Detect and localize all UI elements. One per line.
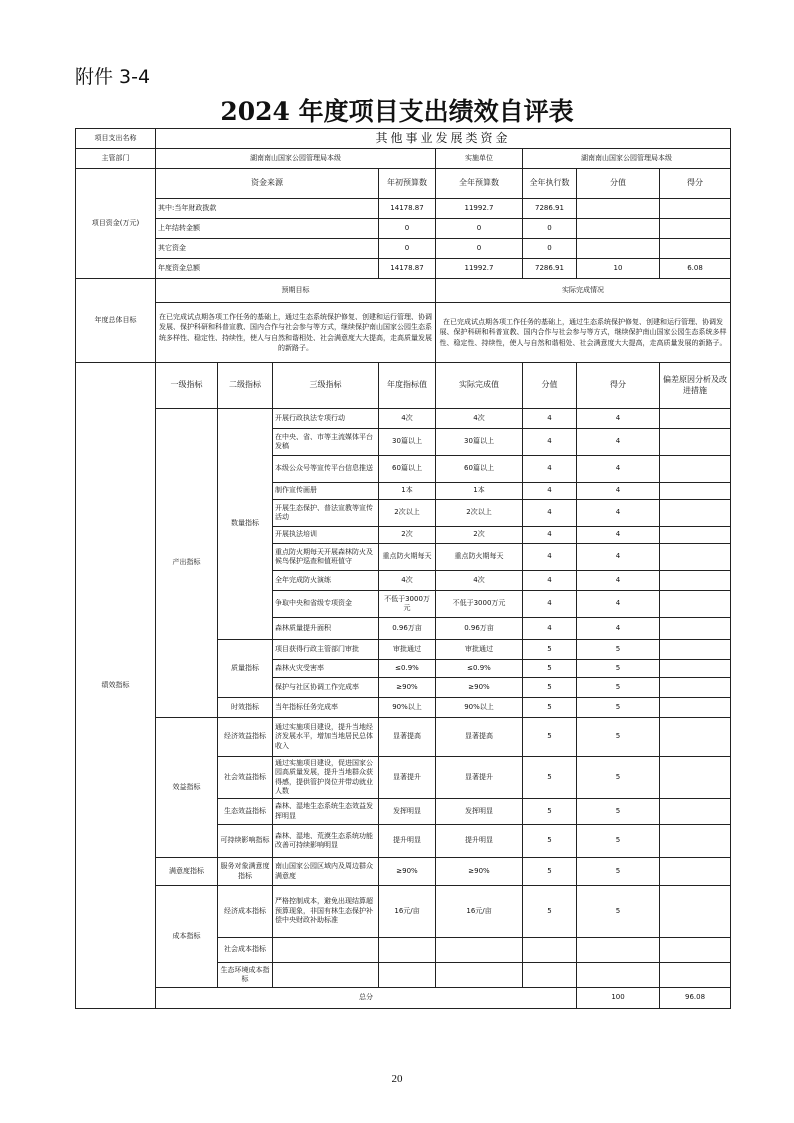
indicator-actual: ≥90% <box>436 678 523 698</box>
funds-executed: 0 <box>523 239 577 259</box>
funds-score <box>660 239 731 259</box>
funds-row <box>76 219 731 239</box>
funds-initial: 14178.87 <box>379 199 436 219</box>
header-remark: 偏差原因分析及改进措施 <box>660 363 731 409</box>
funds-executed: 0 <box>523 219 577 239</box>
annual-goal-header-row <box>76 279 731 303</box>
header-level1: 一级指标 <box>156 363 218 409</box>
indicator-target: 16元/亩 <box>379 886 436 938</box>
actual-completion-label: 实际完成情况 <box>436 279 731 303</box>
level2-eco-cost: 生态环境成本指标 <box>218 963 273 988</box>
indicator-actual: 显著提升 <box>436 757 523 799</box>
indicator-name: 当年指标任务完成率 <box>273 698 379 718</box>
impl-value: 湖南南山国家公园管理局本级 <box>523 149 731 169</box>
performance-evaluation-table <box>75 128 731 1009</box>
indicator-weight: 5 <box>523 886 577 938</box>
indicator-name: 在中央、省、市等主流媒体平台发稿 <box>273 429 379 456</box>
indicator-name: 制作宣传画册 <box>273 483 379 500</box>
indicator-score <box>577 963 660 988</box>
indicator-remark <box>660 757 731 799</box>
indicator-target <box>379 963 436 988</box>
expected-goal-text: 在已完成试点期各项工作任务的基础上，通过生态系统保护修复、创建和运行管理、协调发展、保护科研和科普宣教、国内合作与社会参与等方式，继续保护南山国家公园生态系统多样性、稳定性、持续性，使人与自然和谐相处、社会满意度大大提高，走高质量发展的新路子。 <box>156 303 436 363</box>
funds-section-label: 项目资金(万元) <box>76 169 156 279</box>
project-name-value: 其他事业发展类资金 <box>156 129 731 149</box>
indicator-score: 4 <box>577 527 660 544</box>
header-level2: 二级指标 <box>218 363 273 409</box>
funds-executed: 7286.91 <box>523 199 577 219</box>
funds-source: 其它资金 <box>156 239 379 259</box>
funds-weight <box>577 199 660 219</box>
indicator-actual: 显著提高 <box>436 718 523 757</box>
level1-cost: 成本指标 <box>156 886 218 988</box>
indicator-target: ≤0.9% <box>379 660 436 678</box>
annual-goal-content-row <box>76 303 731 363</box>
indicator-actual: 90%以上 <box>436 698 523 718</box>
indicator-name <box>273 938 379 963</box>
funds-row <box>76 199 731 219</box>
indicator-remark <box>660 660 731 678</box>
level2-social-cost: 社会成本指标 <box>218 938 273 963</box>
indicator-score: 5 <box>577 640 660 660</box>
indicator-actual: 提升明显 <box>436 825 523 858</box>
funds-initial: 14178.87 <box>379 259 436 279</box>
indicator-weight: 5 <box>523 640 577 660</box>
funds-header-source: 资金来源 <box>156 169 379 199</box>
indicator-actual: 4次 <box>436 409 523 429</box>
project-name-row <box>76 129 731 149</box>
indicator-weight: 4 <box>523 456 577 483</box>
level1-satisfaction: 满意度指标 <box>156 858 218 886</box>
indicator-remark <box>660 938 731 963</box>
indicator-actual: 发挥明显 <box>436 799 523 825</box>
indicator-name: 开展生态保护、普法宣教等宣传活动 <box>273 500 379 527</box>
indicator-remark <box>660 409 731 429</box>
indicator-weight: 4 <box>523 591 577 618</box>
indicator-remark <box>660 591 731 618</box>
indicator-target: 0.96万亩 <box>379 618 436 640</box>
indicator-remark <box>660 456 731 483</box>
indicator-score <box>577 938 660 963</box>
indicator-weight: 4 <box>523 483 577 500</box>
indicator-target: 60篇以上 <box>379 456 436 483</box>
indicator-remark <box>660 858 731 886</box>
indicator-remark <box>660 825 731 858</box>
indicator-actual: 16元/亩 <box>436 886 523 938</box>
indicator-score: 5 <box>577 718 660 757</box>
indicator-score: 5 <box>577 698 660 718</box>
indicator-weight <box>523 938 577 963</box>
level1-output: 产出指标 <box>156 409 218 718</box>
funds-annual: 11992.7 <box>436 259 523 279</box>
indicator-actual: 2次以上 <box>436 500 523 527</box>
dept-label: 主管部门 <box>76 149 156 169</box>
indicator-actual: 4次 <box>436 571 523 591</box>
actual-completion-text: 在已完成试点期各项工作任务的基础上，通过生态系统保护修复、创建和运行管理、协调发展、保护科研和科普宣教、国内合作与社会参与等方式，继续保护南山国家公园生态系统多样性、稳定性、持续性，使人与自然和谐相处、社会满意度大大提高，走高质量发展的新路子。 <box>436 303 731 363</box>
funds-weight <box>577 219 660 239</box>
funds-source: 其中:当年财政拨款 <box>156 199 379 219</box>
indicator-target: 30篇以上 <box>379 429 436 456</box>
indicator-row <box>76 858 731 886</box>
indicator-weight: 4 <box>523 500 577 527</box>
indicator-score: 4 <box>577 618 660 640</box>
indicator-target: 显著提升 <box>379 757 436 799</box>
level2-quality: 质量指标 <box>218 640 273 698</box>
performance-section-label: 绩效指标 <box>76 363 156 1009</box>
level2-ecological: 生态效益指标 <box>218 799 273 825</box>
funds-header-initial: 年初预算数 <box>379 169 436 199</box>
header-level3: 三级指标 <box>273 363 379 409</box>
indicator-row <box>76 718 731 757</box>
indicator-score: 5 <box>577 678 660 698</box>
header-weight: 分值 <box>523 363 577 409</box>
impl-label: 实施单位 <box>436 149 523 169</box>
indicator-remark <box>660 429 731 456</box>
indicator-name: 保护与社区协调工作完成率 <box>273 678 379 698</box>
indicator-target: 2次 <box>379 527 436 544</box>
indicator-remark <box>660 799 731 825</box>
funds-total-row <box>76 259 731 279</box>
indicator-remark <box>660 527 731 544</box>
indicator-score: 5 <box>577 886 660 938</box>
level2-economic-cost: 经济成本指标 <box>218 886 273 938</box>
indicator-score: 4 <box>577 571 660 591</box>
indicator-remark <box>660 483 731 500</box>
performance-header-row <box>76 363 731 409</box>
funds-annual: 11992.7 <box>436 199 523 219</box>
indicator-name: 森林质量提升面积 <box>273 618 379 640</box>
indicator-name: 通过实施项目建设，提升当地经济发展水平，增加当地居民总体收入 <box>273 718 379 757</box>
level2-social: 社会效益指标 <box>218 757 273 799</box>
indicator-score: 4 <box>577 500 660 527</box>
indicator-name: 开展行政执法专项行动 <box>273 409 379 429</box>
funds-score <box>660 199 731 219</box>
funds-header-annual: 全年预算数 <box>436 169 523 199</box>
indicator-target: 提升明显 <box>379 825 436 858</box>
funds-weight: 10 <box>577 259 660 279</box>
funds-executed: 7286.91 <box>523 259 577 279</box>
indicator-remark <box>660 571 731 591</box>
indicator-remark <box>660 718 731 757</box>
indicator-score: 5 <box>577 858 660 886</box>
indicator-weight: 4 <box>523 429 577 456</box>
level2-sustainable: 可持续影响指标 <box>218 825 273 858</box>
indicator-name: 重点防火期每天开展森林防火及候鸟保护巡查和值班值守 <box>273 544 379 571</box>
indicator-name: 项目获得行政主管部门审批 <box>273 640 379 660</box>
indicator-score: 5 <box>577 825 660 858</box>
indicator-name: 全年完成防火演练 <box>273 571 379 591</box>
indicator-score: 5 <box>577 799 660 825</box>
indicator-actual <box>436 938 523 963</box>
indicator-row <box>76 409 731 429</box>
funds-row <box>76 239 731 259</box>
indicator-actual: ≥90% <box>436 858 523 886</box>
funds-score <box>660 219 731 239</box>
level1-benefit: 效益指标 <box>156 718 218 858</box>
indicator-actual: 审批通过 <box>436 640 523 660</box>
project-name-label: 项目支出名称 <box>76 129 156 149</box>
indicator-remark <box>660 500 731 527</box>
indicator-weight: 4 <box>523 409 577 429</box>
indicator-weight: 5 <box>523 757 577 799</box>
level2-timeliness: 时效指标 <box>218 698 273 718</box>
indicator-weight: 4 <box>523 618 577 640</box>
indicator-target: 显著提高 <box>379 718 436 757</box>
dept-value: 湖南南山国家公园管理局本级 <box>156 149 436 169</box>
total-row <box>76 988 731 1009</box>
indicator-weight: 5 <box>523 799 577 825</box>
page-title: 2024 年度项目支出绩效自评表 <box>220 97 574 126</box>
indicator-actual: 30篇以上 <box>436 429 523 456</box>
indicator-actual: 0.96万亩 <box>436 618 523 640</box>
indicator-target: 不低于3000万元 <box>379 591 436 618</box>
indicator-target: 发挥明显 <box>379 799 436 825</box>
department-row <box>76 149 731 169</box>
indicator-actual: 不低于3000万元 <box>436 591 523 618</box>
indicator-score: 4 <box>577 409 660 429</box>
funds-weight <box>577 239 660 259</box>
funds-score: 6.08 <box>660 259 731 279</box>
indicator-weight: 4 <box>523 571 577 591</box>
indicator-target: 重点防火期每天 <box>379 544 436 571</box>
indicator-target: 4次 <box>379 409 436 429</box>
indicator-remark <box>660 678 731 698</box>
indicator-weight: 5 <box>523 858 577 886</box>
indicator-name: 争取中央和省级专项资金 <box>273 591 379 618</box>
indicator-name: 森林、湿地生态系统生态效益发挥明显 <box>273 799 379 825</box>
indicator-weight: 5 <box>523 660 577 678</box>
indicator-name: 南山国家公园区域内及周边群众满意度 <box>273 858 379 886</box>
indicator-target: ≥90% <box>379 858 436 886</box>
indicator-target: 1本 <box>379 483 436 500</box>
indicator-remark <box>660 886 731 938</box>
funds-annual: 0 <box>436 239 523 259</box>
expected-goal-label: 预期目标 <box>156 279 436 303</box>
indicator-weight: 5 <box>523 678 577 698</box>
indicator-target: 审批通过 <box>379 640 436 660</box>
level2-quantity: 数量指标 <box>218 409 273 640</box>
level2-service-satisfaction: 服务对象满意度指标 <box>218 858 273 886</box>
indicator-weight <box>523 963 577 988</box>
funds-annual: 0 <box>436 219 523 239</box>
indicator-actual: ≤0.9% <box>436 660 523 678</box>
funds-header-weight: 分值 <box>577 169 660 199</box>
indicator-remark <box>660 544 731 571</box>
indicator-name: 本级公众号等宣传平台信息推送 <box>273 456 379 483</box>
indicator-target <box>379 938 436 963</box>
indicator-actual: 重点防火期每天 <box>436 544 523 571</box>
annual-goal-label: 年度总体目标 <box>76 279 156 363</box>
indicator-score: 5 <box>577 757 660 799</box>
indicator-target: ≥90% <box>379 678 436 698</box>
indicator-score: 5 <box>577 660 660 678</box>
indicator-weight: 5 <box>523 718 577 757</box>
total-score: 96.08 <box>660 988 731 1009</box>
indicator-weight: 5 <box>523 825 577 858</box>
indicator-name <box>273 963 379 988</box>
indicator-score: 4 <box>577 591 660 618</box>
attachment-label: 附件 3-4 <box>75 66 151 88</box>
funds-header-score: 得分 <box>660 169 731 199</box>
indicator-target: 2次以上 <box>379 500 436 527</box>
indicator-score: 4 <box>577 544 660 571</box>
header-target: 年度指标值 <box>379 363 436 409</box>
indicator-name: 严格控制成本，避免出现结算超预算现象，非国有林生态保护补偿中央财政补助标准 <box>273 886 379 938</box>
indicator-actual: 2次 <box>436 527 523 544</box>
indicator-actual: 1本 <box>436 483 523 500</box>
indicator-remark <box>660 963 731 988</box>
indicator-name: 森林火灾受害率 <box>273 660 379 678</box>
funds-header-executed: 全年执行数 <box>523 169 577 199</box>
indicator-row <box>76 886 731 938</box>
indicator-name: 森林、湿地、荒漠生态系统功能改善可持续影响明显 <box>273 825 379 858</box>
indicator-score: 4 <box>577 456 660 483</box>
header-actual: 实际完成值 <box>436 363 523 409</box>
page-number: 20 <box>391 1073 403 1085</box>
indicator-actual: 60篇以上 <box>436 456 523 483</box>
indicator-target: 90%以上 <box>379 698 436 718</box>
indicator-remark <box>660 618 731 640</box>
funds-source: 年度资金总额 <box>156 259 379 279</box>
funds-source: 上年结转金额 <box>156 219 379 239</box>
indicator-score: 4 <box>577 483 660 500</box>
indicator-remark <box>660 698 731 718</box>
indicator-target: 4次 <box>379 571 436 591</box>
funds-header-row <box>76 169 731 199</box>
indicator-actual <box>436 963 523 988</box>
total-weight: 100 <box>577 988 660 1009</box>
indicator-name: 通过实施项目建设，促进国家公园高质量发展，提升当地群众获得感，提供管护岗位并带动就业人数 <box>273 757 379 799</box>
indicator-score: 4 <box>577 429 660 456</box>
indicator-remark <box>660 640 731 660</box>
level2-economic: 经济效益指标 <box>218 718 273 757</box>
funds-initial: 0 <box>379 239 436 259</box>
total-label: 总分 <box>156 988 577 1009</box>
header-score: 得分 <box>577 363 660 409</box>
indicator-weight: 4 <box>523 527 577 544</box>
indicator-weight: 5 <box>523 698 577 718</box>
funds-initial: 0 <box>379 219 436 239</box>
indicator-name: 开展执法培训 <box>273 527 379 544</box>
indicator-weight: 4 <box>523 544 577 571</box>
